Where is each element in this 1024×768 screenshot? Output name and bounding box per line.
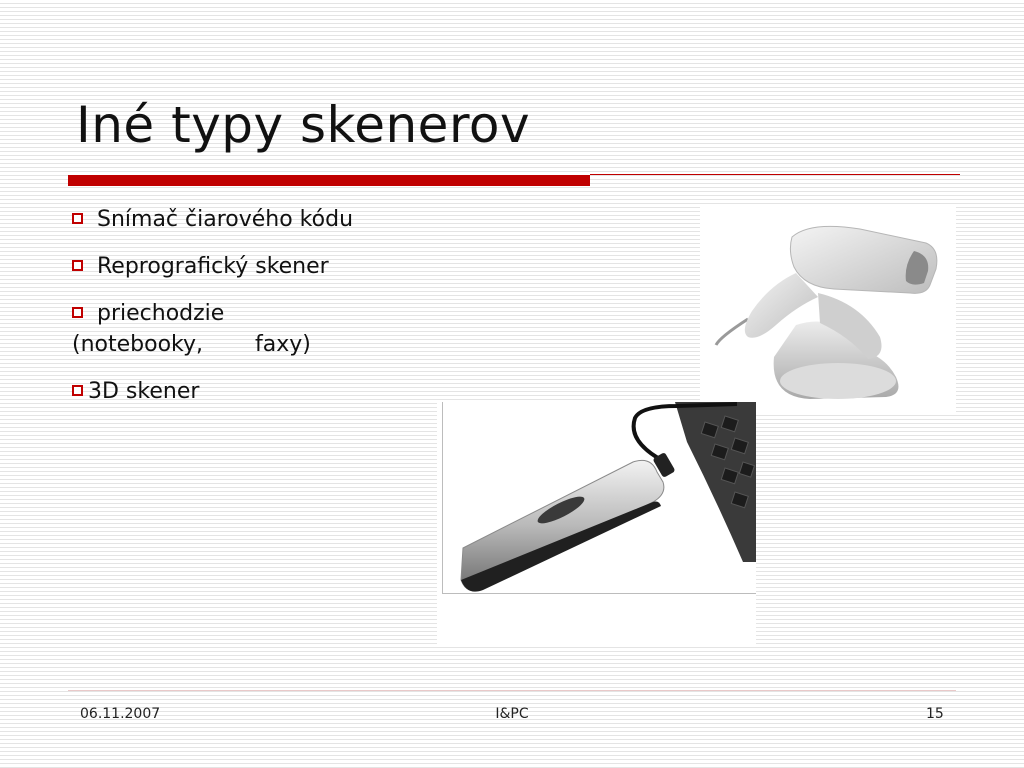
handheld-scanner-image — [437, 402, 756, 646]
slide-title: Iné typy skenerov — [76, 96, 531, 154]
square-bullet-icon — [72, 307, 83, 318]
bullet-text-continued: (notebooky, — [72, 332, 204, 357]
bullet-text: Reprografický skener — [97, 254, 329, 279]
bullet-item — [72, 376, 353, 407]
square-bullet-icon — [72, 213, 83, 224]
title-underline-thick — [68, 175, 590, 186]
bullet-text-continued: faxy) — [255, 332, 311, 357]
bullet-text: 3D skener — [88, 379, 200, 404]
footer-divider — [68, 690, 956, 691]
square-bullet-icon — [72, 385, 83, 396]
title-underline-thin — [590, 174, 960, 175]
slide-number: 15 — [926, 706, 944, 722]
barcode-scanner-image — [700, 207, 956, 415]
handheld-scanner-icon — [437, 402, 756, 646]
bullet-item — [72, 204, 353, 235]
bullet-text: Snímač čiarového kódu — [97, 207, 354, 232]
bullet-text: priechodzie — [97, 301, 225, 326]
bullet-item — [72, 298, 353, 360]
footer-title: I&PC — [495, 706, 529, 722]
bullet-item — [72, 251, 353, 282]
bullet-list — [72, 204, 353, 423]
barcode-scanner-icon — [700, 207, 956, 415]
square-bullet-icon — [72, 260, 83, 271]
footer-date: 06.11.2007 — [80, 706, 161, 722]
